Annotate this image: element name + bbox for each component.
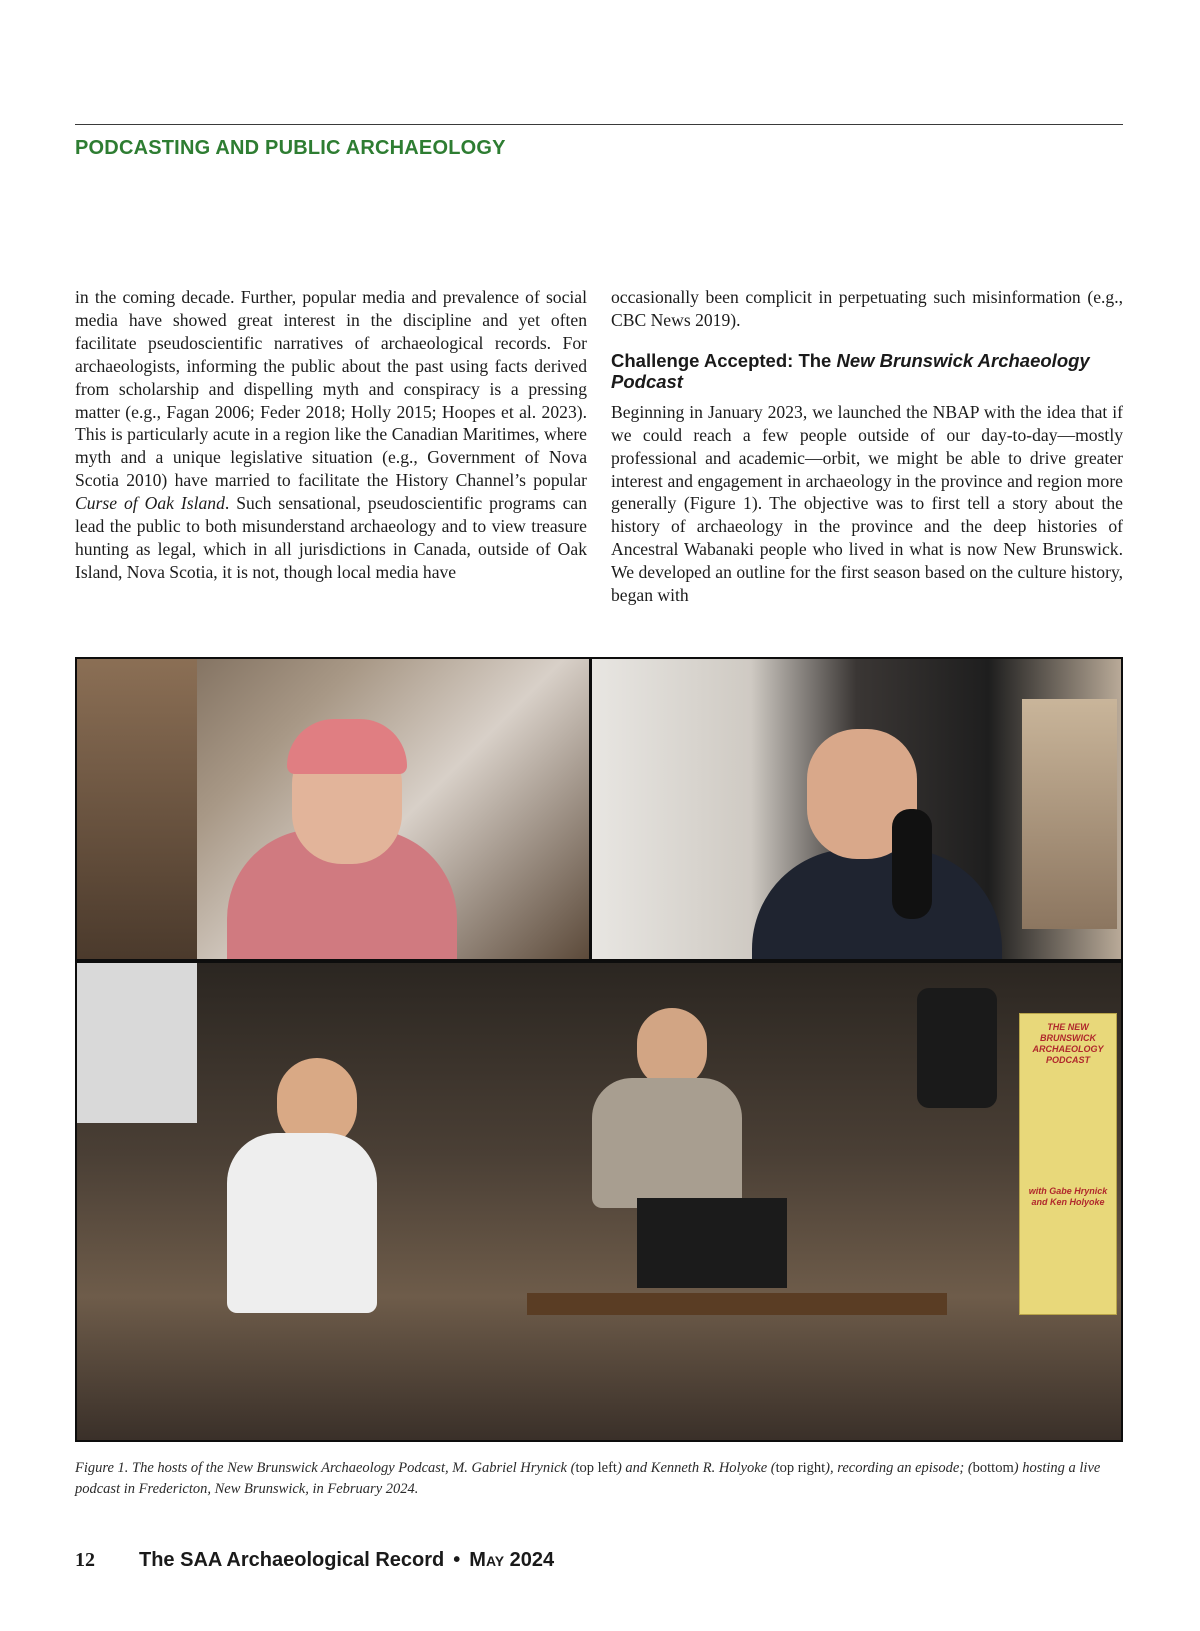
header-rule — [75, 124, 1123, 125]
issue-date: May 2024 — [469, 1549, 555, 1571]
host-hoodie — [752, 849, 1002, 959]
section-title: PODCASTING AND PUBLIC ARCHAEOLOGY — [75, 137, 506, 159]
bookshelf — [77, 659, 197, 959]
caption-text: ) and Kenneth R. Holyoke ( — [616, 1460, 776, 1476]
figure-1 — [75, 657, 1123, 1442]
caption-text: ) hosting a live podcast in Fredericton, New Brunswick, in February 2024. — [75, 1460, 1101, 1497]
footer-bullet: • — [453, 1549, 461, 1571]
host-left-shirt — [227, 1133, 377, 1313]
body-paragraph — [75, 286, 587, 584]
host-right-head — [637, 1008, 707, 1088]
right-column — [611, 286, 1123, 607]
banner-text — [1024, 1022, 1112, 1208]
banner-line: THE NEW BRUNSWICK — [1040, 1022, 1096, 1043]
caption-text: Figure 1. The hosts of the New Brunswick Archaeology Podcast, M. Gabriel Hrynick ( — [75, 1460, 576, 1476]
banner-line: ARCHAEOLOGY — [1032, 1044, 1104, 1054]
body-paragraph: Beginning in January 2023, we launched the NBAP with the idea that if we could reach a few people outside of our day-to-day—mostly professional and academic—orbit, we might be able to drive greater interest and engagement in archaeology in the province and region more generally (Figure 1). The objective was to first tell a story about the history of archaeology in the province and the deep histories of Ancestral Wabanaki people who lived in what is now New Brunswick. We developed an outline for the first season based on the culture history, began with — [611, 401, 1123, 606]
caption-text: ), recording an episode; ( — [825, 1460, 973, 1476]
crate — [637, 1198, 787, 1288]
banner-line: with Gabe Hrynick — [1028, 1186, 1108, 1196]
heading-podcast-title: New Brunswick Archaeology Podcast — [611, 349, 1090, 392]
heading-text: Challenge Accepted: The — [611, 349, 837, 371]
beanie — [287, 719, 407, 774]
podcast-banner — [1019, 1013, 1117, 1315]
page-number: 12 — [75, 1549, 95, 1571]
banner-line: and Ken Holyoke — [1031, 1197, 1105, 1207]
banner-map-space — [1024, 1066, 1112, 1186]
journal-title: The SAA Archaeological Record — [139, 1549, 445, 1571]
caption-text: top right — [775, 1460, 826, 1476]
photo-top-left-host — [77, 659, 589, 959]
show-title: Curse of Oak Island — [75, 493, 225, 514]
banner-line: PODCAST — [1045, 1055, 1090, 1065]
paragraph-text: . Such sensational, pseudoscientific programs can lead the public to both misunderstand archaeology and to view treasure hunting as legal, which in all jurisdictions in Canada, outside of Oak Island, Nova Scotia, it is not, though local media have — [75, 493, 587, 582]
body-paragraph: occasionally been complicit in perpetuating such misinformation (e.g., CBC News 2019). — [611, 287, 1123, 330]
page-footer — [75, 1549, 554, 1572]
host-right-sweater — [592, 1078, 742, 1208]
caption-text: top left — [575, 1460, 617, 1476]
left-column — [75, 286, 587, 584]
projection-screen — [77, 963, 197, 1123]
subsection-heading — [611, 350, 1123, 392]
caption-text: bottom — [972, 1460, 1014, 1476]
speaker — [917, 988, 997, 1108]
table — [527, 1293, 947, 1315]
microphone — [892, 809, 932, 919]
photo-bottom-live-podcast — [77, 963, 1121, 1440]
photo-top-right-host — [592, 659, 1121, 959]
figure-caption — [75, 1458, 1123, 1500]
paragraph-text: in the coming decade. Further, popular media and prevalence of social media have showed great interest in the discipline and yet often facilitate pseudoscientific narratives of archaeological records. For archaeologists, informing the public about the past using facts derived from scholarship and dispelling myth and conspiracy is a pressing matter (e.g., Fagan 2006; Feder 2018; Holly 2015; Hoopes et al. 2023). This is particularly acute in a region like the Canadian Maritimes, where myth and a unique legislative situation (e.g., Government of Nova Scotia 2010) have married to facilitate the History Channel’s popular — [75, 287, 587, 491]
shelf — [1022, 699, 1117, 929]
